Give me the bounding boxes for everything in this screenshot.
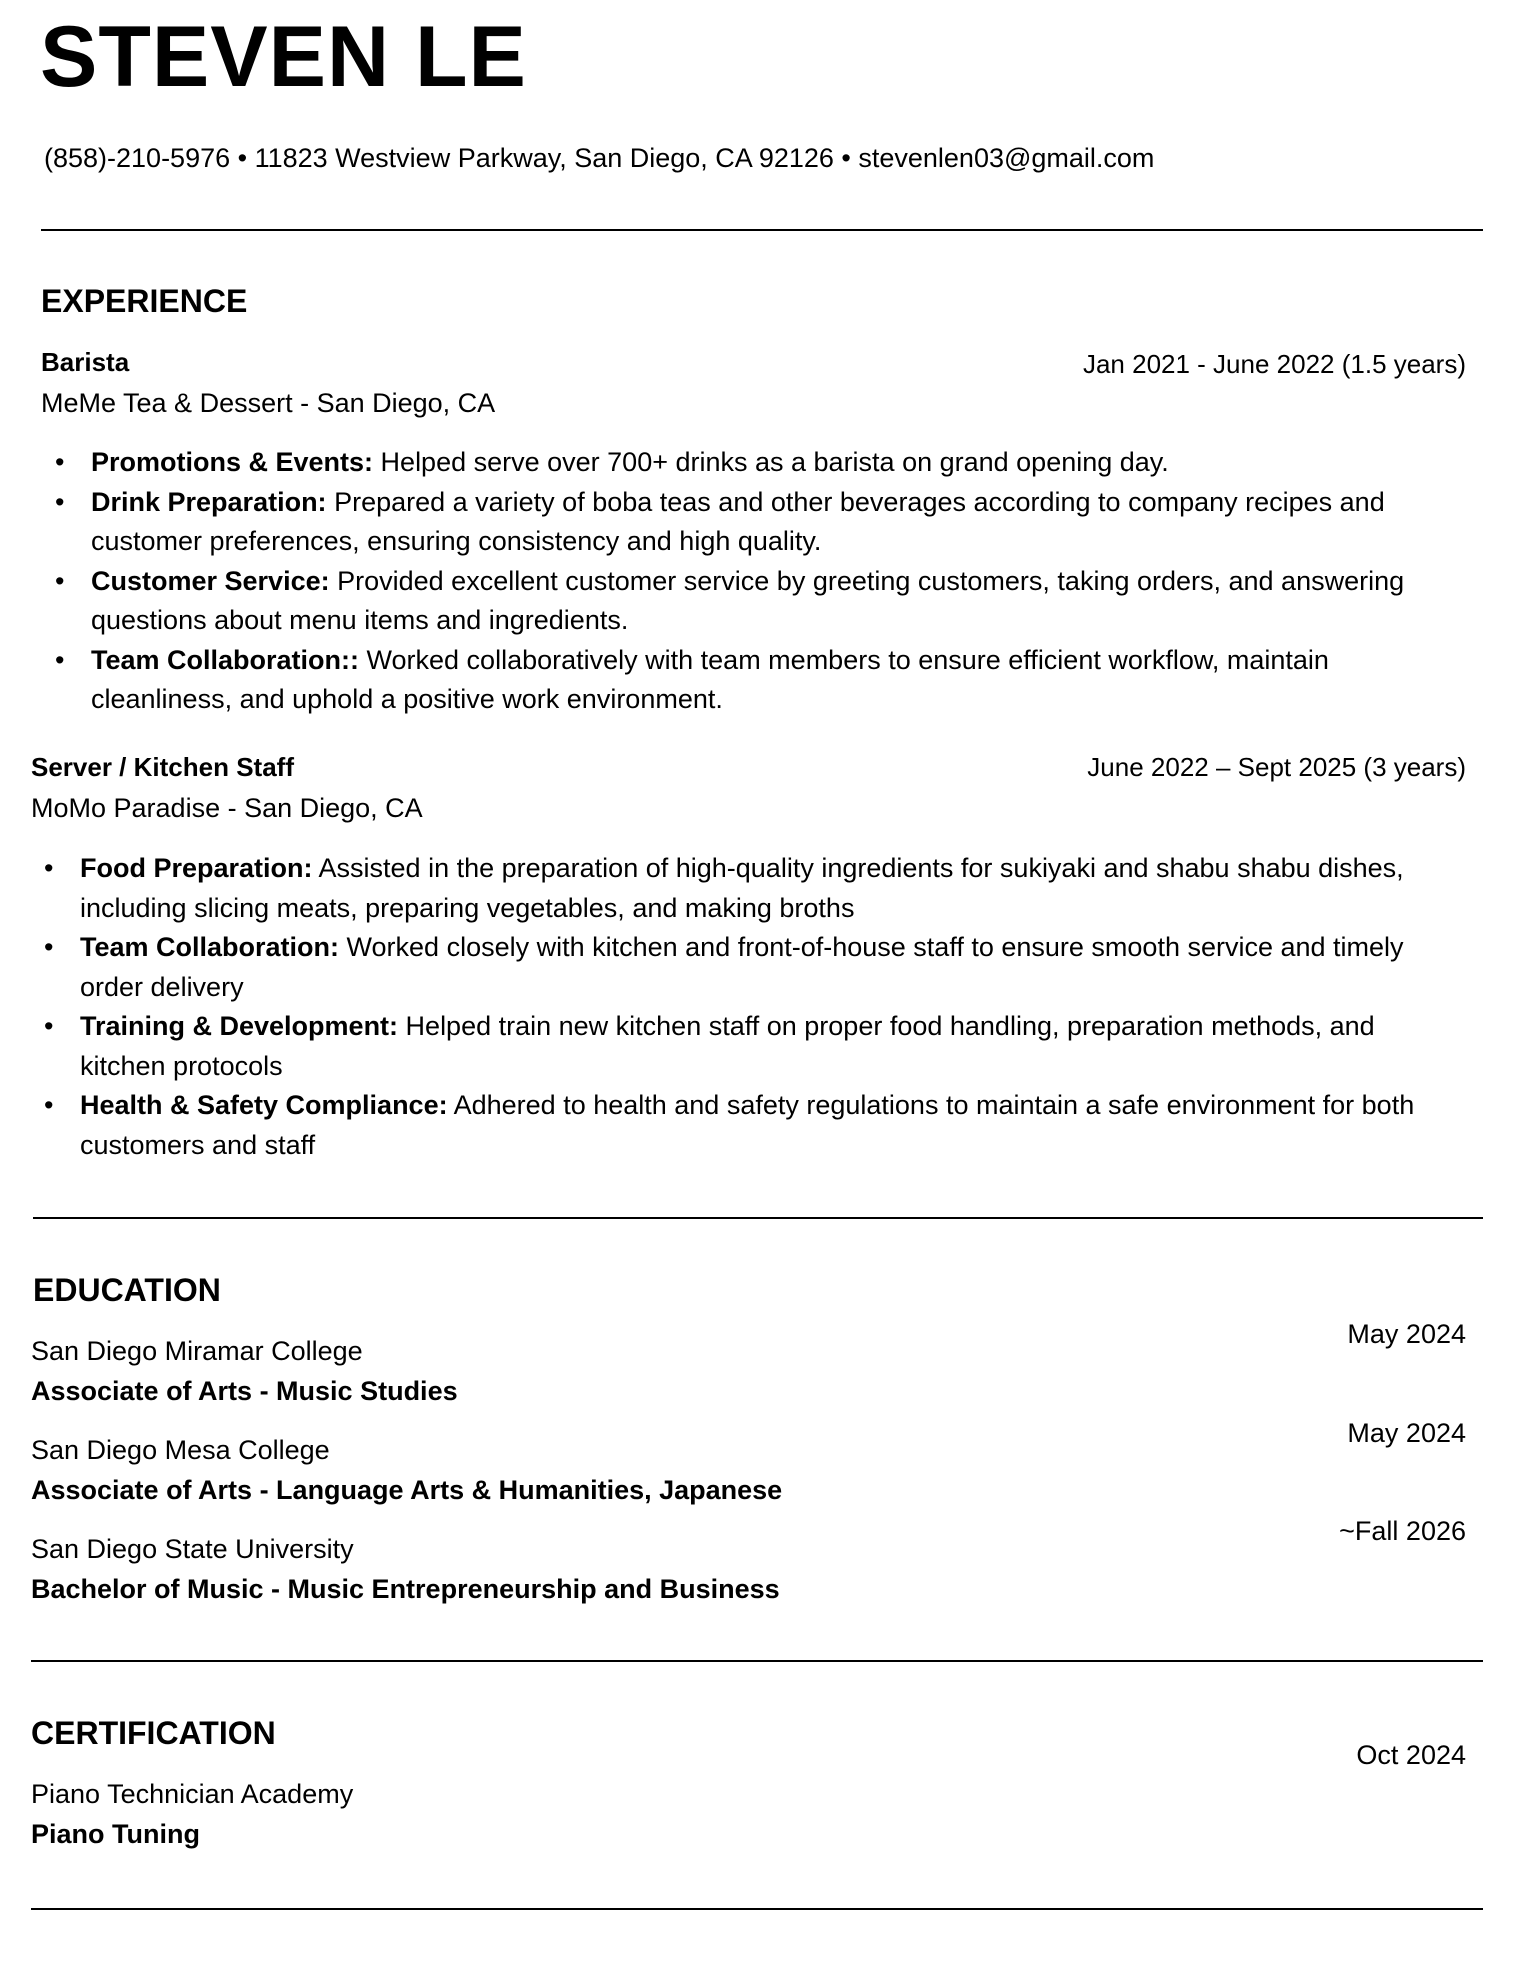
- education-date: ~Fall 2026: [1339, 1516, 1466, 1546]
- list-item: [30, 1086, 1420, 1165]
- job-bullets: [30, 849, 1420, 1165]
- divider: [31, 1660, 1483, 1662]
- bullet-text: Prepared a variety of boba teas and other beverages according to company recipes and customer preferences, ensuring consistency and high quality.: [91, 486, 1385, 556]
- education-school: San Diego State University: [31, 1534, 354, 1564]
- job-title: Server / Kitchen Staff: [31, 752, 294, 782]
- job-bullets: [41, 443, 1421, 720]
- bullet-heading: Team Collaboration:: [80, 932, 340, 962]
- bullet-heading: Drink Preparation:: [91, 486, 327, 517]
- bullet-heading: Promotions & Events:: [91, 447, 374, 477]
- certification-date: Oct 2024: [1356, 1740, 1466, 1770]
- job-company: MoMo Paradise - San Diego, CA: [31, 793, 423, 823]
- bullet-text: Worked collaboratively with team members to ensure efficient workflow, maintain cleanliness, and uphold a positive work environment.: [91, 644, 1329, 714]
- education-date: May 2024: [1347, 1418, 1466, 1448]
- list-item: [30, 849, 1420, 928]
- bullet-heading: Training & Development:: [80, 1011, 399, 1041]
- list-item: [30, 1007, 1420, 1086]
- certification-school: Piano Technician Academy: [31, 1779, 354, 1809]
- education-school: San Diego Mesa College: [31, 1435, 330, 1465]
- bullet-text: Assisted in the preparation of high-quality ingredients for sukiyaki and shabu shabu dishes, including slicing meats, preparing vegetables, and making broths: [80, 853, 1404, 923]
- bullet-text: Helped serve over 700+ drinks as a barista on grand opening day.: [373, 447, 1169, 477]
- divider: [31, 1908, 1483, 1910]
- job-company: MeMe Tea & Dessert - San Diego, CA: [41, 388, 496, 418]
- job-title: Barista: [41, 347, 130, 377]
- bullet-text: Adhered to health and safety regulations to maintain a safe environment for both customers and staff: [80, 1090, 1415, 1160]
- list-item: [41, 641, 1421, 720]
- education-date: May 2024: [1347, 1319, 1466, 1349]
- education-school: San Diego Miramar College: [31, 1336, 363, 1366]
- contact-info: (858)-210-5976 • 11823 Westview Parkway, San Diego, CA 92126 • stevenlen03@gmail.com: [44, 143, 1155, 173]
- divider: [41, 229, 1483, 231]
- list-item: [30, 928, 1420, 1007]
- list-item: [41, 483, 1421, 562]
- education-degree: Bachelor of Music - Music Entrepreneurship and Business: [31, 1574, 780, 1604]
- bullet-text: Helped train new kitchen staff on proper food handling, preparation methods, and kitchen protocols: [80, 1011, 1375, 1081]
- bullet-heading: Customer Service:: [91, 565, 330, 596]
- certification-name: Piano Tuning: [31, 1819, 200, 1849]
- section-title-experience: EXPERIENCE: [41, 283, 248, 319]
- list-item: [41, 443, 1421, 483]
- education-degree: Associate of Arts - Language Arts & Humanities, Japanese: [31, 1475, 783, 1505]
- divider: [33, 1217, 1483, 1219]
- job-dates: Jan 2021 - June 2022 (1.5 years): [1082, 349, 1466, 379]
- bullet-text: Worked closely with kitchen and front-of-house staff to ensure smooth service and timely order delivery: [80, 932, 1404, 1002]
- education-degree: Associate of Arts - Music Studies: [31, 1376, 458, 1406]
- bullet-text: Provided excellent customer service by greeting customers, taking orders, and answering questions about menu items and ingredients.: [91, 565, 1405, 635]
- bullet-heading: Team Collaboration::: [91, 644, 360, 675]
- bullet-heading: Health & Safety Compliance:: [80, 1090, 448, 1120]
- job-dates: June 2022 – Sept 2025 (3 years): [1087, 752, 1466, 782]
- bullet-heading: Food Preparation:: [80, 853, 313, 883]
- section-title-education: EDUCATION: [33, 1272, 221, 1308]
- resume-name: STEVEN LE: [40, 9, 527, 105]
- list-item: [41, 562, 1421, 641]
- section-title-certification: CERTIFICATION: [31, 1715, 276, 1751]
